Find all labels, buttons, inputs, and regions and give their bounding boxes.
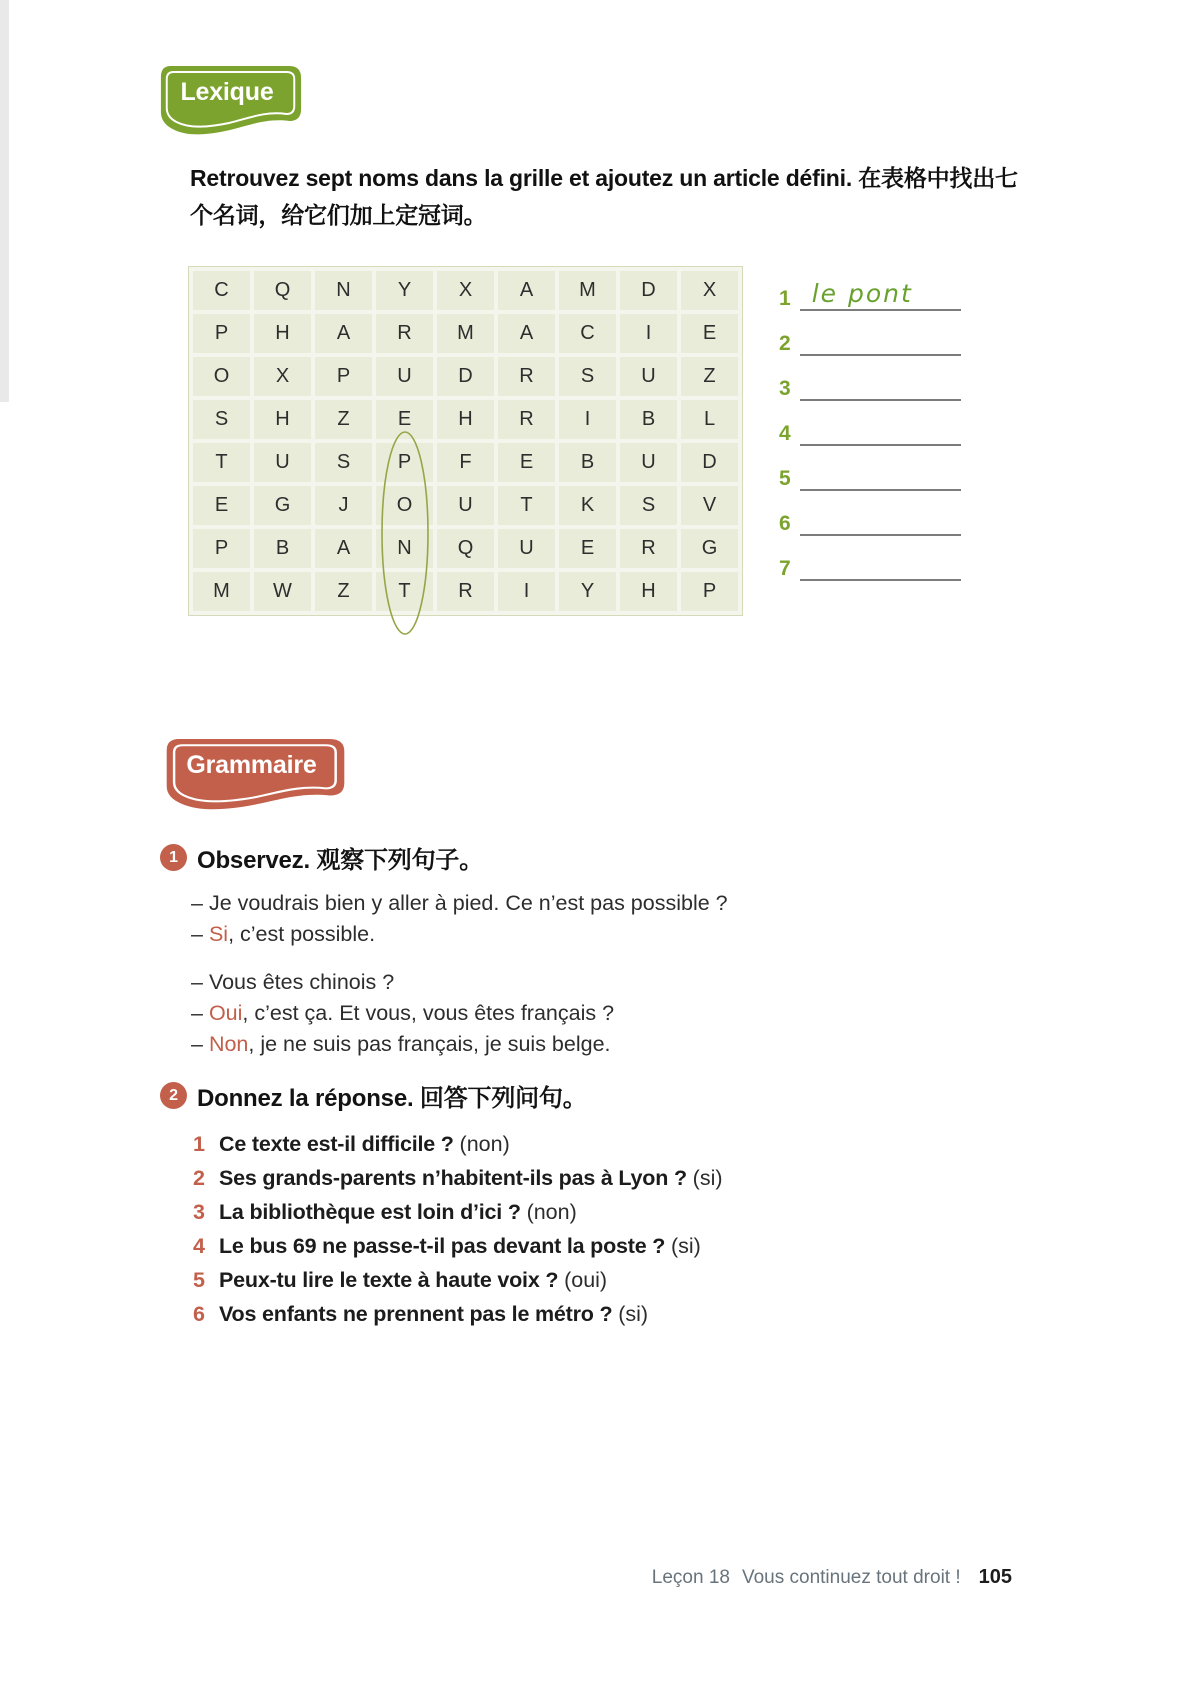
grid-cell: X <box>437 271 494 310</box>
grid-cell: G <box>254 486 311 525</box>
grid-cell: R <box>620 529 677 568</box>
question-number: 3 <box>193 1200 205 1224</box>
grid-cell: J <box>315 486 372 525</box>
question-text: Ses grands-parents n’habitent-ils pas à Lyon ? (si) <box>219 1166 723 1190</box>
page-number: 105 <box>978 1566 1012 1588</box>
answer-blank[interactable] <box>800 408 961 446</box>
grid-cell: H <box>254 314 311 353</box>
grid-cell: S <box>193 400 250 439</box>
highlight-word: Oui <box>208 1001 243 1025</box>
exercise-2-number-badge: 2 <box>160 1082 187 1109</box>
grammaire-badge <box>163 737 348 813</box>
grid-cell: Y <box>559 572 616 611</box>
grid-cell: L <box>681 400 738 439</box>
grid-cell: R <box>498 357 555 396</box>
exercise-1-number-badge: 1 <box>160 844 187 871</box>
grid-cell: P <box>376 443 433 482</box>
grid-cell: I <box>620 314 677 353</box>
answer-blank[interactable] <box>800 273 961 311</box>
exercise-2 <box>160 1078 940 1331</box>
answer-hint: (si) <box>692 1166 723 1190</box>
answer-hint: (si) <box>671 1234 701 1258</box>
grid-cell: H <box>620 572 677 611</box>
answer-blank[interactable] <box>800 543 961 581</box>
answer-hint: (si) <box>618 1302 649 1326</box>
answer-blank[interactable] <box>800 363 961 401</box>
dialogue-group <box>191 967 940 1060</box>
grid-cell: P <box>681 572 738 611</box>
grammaire-badge-label: Grammaire <box>186 751 317 779</box>
answer-number: 7 <box>779 557 791 580</box>
grid-cell: U <box>498 529 555 568</box>
grid-cell: T <box>376 572 433 611</box>
dialogue-dash: – <box>191 1032 209 1056</box>
grid-cell: I <box>559 400 616 439</box>
question-list <box>160 1127 940 1331</box>
grid-cell: A <box>315 314 372 353</box>
grid-cell: R <box>376 314 433 353</box>
grid-cell: M <box>559 271 616 310</box>
grid-cell: Q <box>254 271 311 310</box>
answer-hint: (non) <box>459 1132 510 1156</box>
answer-blank[interactable] <box>800 318 961 356</box>
grid-cell: P <box>193 314 250 353</box>
answer-number: 4 <box>779 422 791 445</box>
grid-cell: R <box>437 572 494 611</box>
lesson-label: Leçon 18 <box>651 1567 730 1588</box>
answer-list <box>779 266 961 581</box>
grid-cell: E <box>376 400 433 439</box>
exercise-1-title-chinese: 观察下列句子。 <box>316 847 484 874</box>
dialogue-line: – Non, je ne suis pas français, je suis belge. <box>191 1032 611 1056</box>
instruction-french: Retrouvez sept noms dans la grille et ajoutez un article défini. <box>190 165 853 191</box>
grid-cell: S <box>620 486 677 525</box>
highlight-word: Non <box>208 1032 249 1056</box>
question-row <box>160 1161 940 1195</box>
grid-cell: Y <box>376 271 433 310</box>
grid-cell: D <box>437 357 494 396</box>
grid-cell: U <box>437 486 494 525</box>
answer-row <box>779 536 961 581</box>
grid-cell: U <box>254 443 311 482</box>
grid-cell: S <box>559 357 616 396</box>
grid-cell: W <box>254 572 311 611</box>
grid-cell: N <box>315 271 372 310</box>
question-row <box>160 1195 940 1229</box>
grid-cell: E <box>498 443 555 482</box>
answer-row <box>779 266 961 311</box>
dialogue-dash: – <box>191 970 209 994</box>
question-text: Ce texte est-il difficile ? (non) <box>219 1132 510 1156</box>
instruction-chinese: 在表格中找出七个名词，给它们加上定冠词。 <box>190 165 1018 229</box>
exercise-1-heading <box>160 840 940 875</box>
grid-cell: A <box>498 314 555 353</box>
grid-cell: R <box>498 400 555 439</box>
question-number: 2 <box>193 1166 205 1190</box>
dialogue-line: – Vous êtes chinois ? <box>191 970 395 994</box>
grid-cell: D <box>681 443 738 482</box>
question-text: Le bus 69 ne passe-t-il pas devant la poste ? (si) <box>219 1234 701 1258</box>
answer-blank[interactable] <box>800 453 961 491</box>
grid-cell: V <box>681 486 738 525</box>
answer-number: 5 <box>779 467 791 490</box>
grid-cell: T <box>193 443 250 482</box>
lexique-badge-label: Lexique <box>180 78 274 106</box>
page-footer <box>0 1566 1012 1589</box>
grid-cell: E <box>193 486 250 525</box>
dialogue-line: – Je voudrais bien y aller à pied. Ce n’est pas possible ? <box>191 891 728 915</box>
answer-row <box>779 491 961 536</box>
grid-cell: E <box>559 529 616 568</box>
answer-row <box>779 401 961 446</box>
answer-row <box>779 356 961 401</box>
page-edge-artifact <box>0 0 9 402</box>
grid-cell: A <box>498 271 555 310</box>
grid-cell: U <box>376 357 433 396</box>
word-search-grid <box>189 267 742 615</box>
exercise-2-title-chinese: 回答下列问句。 <box>419 1085 587 1112</box>
grid-cell: B <box>254 529 311 568</box>
grid-cell: F <box>437 443 494 482</box>
highlight-word: Si <box>208 922 229 946</box>
grid-cell: G <box>681 529 738 568</box>
answer-blank[interactable] <box>800 498 961 536</box>
grid-cell: C <box>559 314 616 353</box>
exercise-1-title-french: Observez. <box>197 847 310 874</box>
exercise-2-title <box>197 1078 587 1113</box>
question-row <box>160 1229 940 1263</box>
lexique-badge <box>158 64 304 138</box>
grid-cell: N <box>376 529 433 568</box>
grid-cell: D <box>620 271 677 310</box>
question-text: La bibliothèque est loin d’ici ? (non) <box>219 1200 577 1224</box>
question-row <box>160 1297 940 1331</box>
answer-number: 1 <box>779 287 791 310</box>
answer-row <box>779 311 961 356</box>
grid-cell: Z <box>315 572 372 611</box>
grid-cell: I <box>498 572 555 611</box>
grid-cell: Z <box>315 400 372 439</box>
dialogue-dash: – <box>191 1001 209 1025</box>
answer-hint: (oui) <box>564 1268 608 1292</box>
lexique-instruction <box>190 160 1038 235</box>
dialogue <box>160 888 940 1060</box>
grid-cell: A <box>315 529 372 568</box>
exercise-1-title <box>197 840 483 875</box>
grid-cell: S <box>315 443 372 482</box>
grid-cell: Q <box>437 529 494 568</box>
answer-number: 6 <box>779 512 791 535</box>
exercise-2-title-french: Donnez la réponse. <box>197 1085 414 1112</box>
grid-cell: X <box>681 271 738 310</box>
answer-hint: (non) <box>526 1200 577 1224</box>
grid-cell: K <box>559 486 616 525</box>
grid-cell: Z <box>681 357 738 396</box>
grid-cell: O <box>193 357 250 396</box>
grid-cell: X <box>254 357 311 396</box>
question-number: 4 <box>193 1234 205 1258</box>
dialogue-dash: – <box>191 891 209 915</box>
grid-cell: P <box>193 529 250 568</box>
grid-cell: O <box>376 486 433 525</box>
handwritten-answer: le pont <box>811 279 913 308</box>
grid-cell: E <box>681 314 738 353</box>
grid-cell: H <box>254 400 311 439</box>
question-row <box>160 1263 940 1297</box>
answer-number: 3 <box>779 377 791 400</box>
question-number: 1 <box>193 1132 205 1156</box>
dialogue-dash: – <box>191 922 209 946</box>
grid-cell: M <box>437 314 494 353</box>
exercise-1 <box>160 840 940 1077</box>
question-text: Peux-tu lire le texte à haute voix ? (oui) <box>219 1268 608 1292</box>
answer-row <box>779 446 961 491</box>
lesson-title: Vous continuez tout droit ! <box>741 1567 961 1588</box>
answer-number: 2 <box>779 332 791 355</box>
dialogue-group <box>191 888 940 950</box>
exercise-2-heading <box>160 1078 940 1113</box>
dialogue-line: – Si, c’est possible. <box>191 922 376 946</box>
grid-cell: H <box>437 400 494 439</box>
question-number: 6 <box>193 1302 205 1326</box>
question-number: 5 <box>193 1268 205 1292</box>
dialogue-line: – Oui, c’est ça. Et vous, vous êtes français ? <box>191 1001 615 1025</box>
grid-cell: M <box>193 572 250 611</box>
letter-grid <box>189 267 742 615</box>
grid-cell: B <box>559 443 616 482</box>
grid-cell: C <box>193 271 250 310</box>
grid-cell: U <box>620 443 677 482</box>
grid-cell: B <box>620 400 677 439</box>
question-row <box>160 1127 940 1161</box>
grid-cell: P <box>315 357 372 396</box>
grid-cell: T <box>498 486 555 525</box>
question-text: Vos enfants ne prennent pas le métro ? (si) <box>219 1302 649 1326</box>
grid-cell: U <box>620 357 677 396</box>
